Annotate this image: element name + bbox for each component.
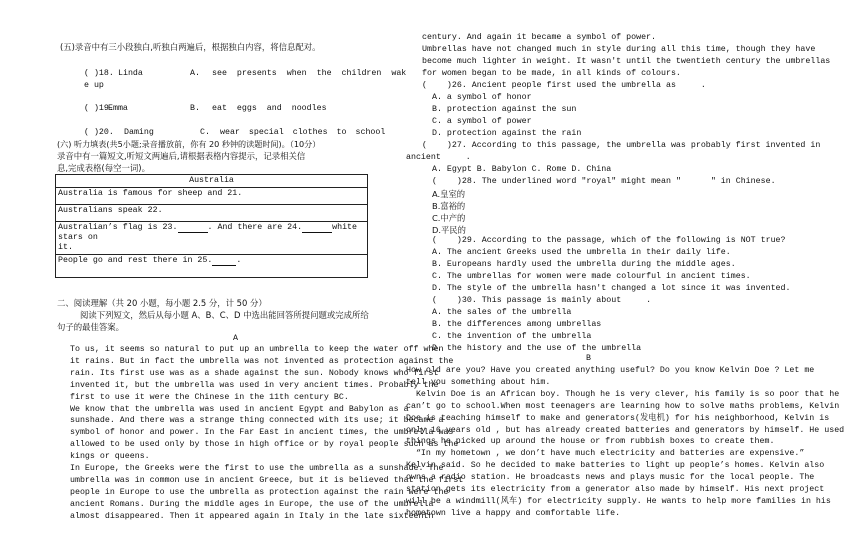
part2-instruction-1: 阅读下列短文，然后从每小题 A、B、C、D 中选出能回答所提问题或完成所给 bbox=[80, 310, 369, 320]
match-num-19: ( )19. bbox=[84, 104, 114, 113]
option-item: A.皇室的 bbox=[432, 189, 466, 199]
option-item: C. the invention of the umbrella bbox=[432, 331, 592, 341]
passage-line: only 16 years old , but has already created batteries and generators by himself. He used bbox=[406, 425, 844, 435]
row-21-text: Australia is famous for sheep and 21. bbox=[58, 189, 243, 198]
australia-table bbox=[55, 174, 368, 278]
passage-line: umbrella was in common use in ancient Greece, but it is believed that the first bbox=[70, 475, 464, 485]
part2-title: 二、阅读理解（共 20 小题，每小题 2.5 分，计 50 分） bbox=[57, 298, 267, 308]
passage-line: owns a radio station. He broadcasts news and plays music for the local people. The bbox=[406, 473, 815, 483]
option-item: D. The style of the umbrella hasn't changed a lot since it was invented. bbox=[432, 283, 791, 293]
option-item: A. the sales of the umbrella bbox=[432, 308, 572, 317]
question-26: ( )26. Ancient people first used the umbrella as . bbox=[422, 81, 706, 90]
passage-line: for women began to be made, in all kinds of colours. bbox=[422, 68, 681, 78]
passage-line: kings or queens. bbox=[70, 452, 150, 462]
table-row bbox=[56, 188, 368, 205]
passage-line: We know that the umbrella was used in ancient Egypt and Babylon as a bbox=[70, 404, 409, 414]
row-23-text: Australian’s flag is 23. bbox=[58, 223, 178, 232]
passage-line: tell you something about him. bbox=[406, 377, 551, 387]
blank-23[interactable] bbox=[178, 224, 208, 233]
question-27: ( )27. According to this passage, the umbrella was probably first invented in bbox=[422, 141, 821, 150]
passage-line: ancient Romans. During the middle ages in Europe, the use of the umbrella bbox=[70, 499, 434, 509]
blank-25[interactable] bbox=[212, 257, 236, 266]
passage-line: invented it, but the umbrella was used in very ancient times. Probably the bbox=[70, 380, 439, 390]
option-item: C. The umbrellas for women were made colourful in ancient times. bbox=[432, 271, 751, 281]
passage-line: first to use it were the Chinese in the 11th century BC. bbox=[70, 392, 349, 402]
table-row bbox=[56, 222, 368, 255]
passage-line: Umbrellas have not changed much in style during all this time, though they have bbox=[422, 44, 816, 54]
match-num-20: ( )20. bbox=[84, 128, 114, 137]
passage-line: become much lighter in weight. It wasn't until the twentieth century the umbrellas bbox=[422, 56, 831, 66]
option-item: D. protection against the rain bbox=[432, 128, 582, 138]
blank-24[interactable] bbox=[302, 224, 332, 233]
passage-line: it rains. But in fact the umbrella was not invented as protection against the bbox=[70, 356, 454, 366]
passage-line: Kelvin Doe is an African boy. Though he is very clever, his family is so poor that he bbox=[406, 389, 840, 399]
match-letter-a: A. bbox=[190, 69, 200, 78]
match-letter-c: C. bbox=[200, 128, 210, 137]
match-option-b: eat eggs and noodles bbox=[212, 104, 327, 113]
passage-b-letter: B bbox=[586, 354, 591, 363]
passage-line: station gets its electricity from a generator also made by himself. His next project bbox=[406, 485, 825, 494]
option-item: C.中产的 bbox=[432, 212, 466, 223]
option-item: A. a symbol of honor bbox=[432, 93, 532, 102]
match-name-emma: Emma bbox=[108, 104, 128, 113]
row-24-text: . And there are 24. bbox=[207, 223, 303, 232]
question-29: ( )29. According to the passage, which of the following is NOT true? bbox=[432, 236, 786, 245]
table-row bbox=[56, 255, 368, 278]
section6-title: (六) 听力填表(共5小题;录音播放前，你有 20 秒钟的读题时间)。（10分） bbox=[57, 139, 321, 149]
passage-line: people in Europe to use the umbrella as protection against the rain were the bbox=[70, 487, 449, 497]
passage-line: things he picked up around the house or from rubbish boxes to create them. bbox=[406, 437, 775, 447]
passage-line: allowed to be used only by those in high office or by royal people such as the bbox=[70, 440, 459, 450]
section5-title: (五)录音中有三小段独白,听独白两遍后，根据独白内容，将信息配对。 bbox=[60, 42, 321, 52]
option-item: D. the history and the use of the umbrella bbox=[432, 343, 642, 353]
passage-line: century. And again it became a symbol of power. bbox=[422, 33, 657, 42]
passage-line: symbol of honor and power. In the Far East in ancient times, the umbrella was bbox=[70, 428, 454, 438]
passage-line: can’t go to school.When most teenagers are learning how to solve maths problems, Kelvin bbox=[406, 401, 840, 411]
option-item: C. a symbol of power bbox=[432, 116, 532, 126]
part2-instruction-2: 句子的最佳答案。 bbox=[57, 322, 124, 332]
match-letter-b: B. bbox=[190, 104, 200, 113]
row-24-cont: white stars on bbox=[58, 223, 358, 242]
passage-line: will be a windmill(风车) for electricity supply. He wants to help more families in his bbox=[406, 496, 831, 506]
match-option-a: see presents when the children wak bbox=[212, 69, 407, 78]
passage-a-letter: A bbox=[233, 334, 238, 343]
match-option-c: wear special clothes to school bbox=[220, 128, 386, 137]
passage-line: To us, it seems so natural to put up an umbrella to keep the water off when bbox=[70, 345, 444, 354]
table-row bbox=[56, 205, 368, 222]
passage-line: sunshade. And there was a strange thing connected with its use; it became a bbox=[70, 416, 444, 426]
match-name-daming: Daming bbox=[124, 128, 154, 137]
row-24-end: it. bbox=[58, 243, 73, 252]
row-25-text: People go and rest there in 25. bbox=[58, 256, 213, 265]
question-30: ( )30. This passage is mainly about . bbox=[432, 296, 652, 305]
section6-instruction-1: 录音中有一篇短文,听短文两遍后,请根据表格内容提示，记录相关信 bbox=[57, 151, 306, 161]
passage-line: In Europe, the Greeks were the first to use the umbrella as a sunshade. The bbox=[70, 464, 444, 473]
table-header: Australia bbox=[56, 175, 368, 188]
right-column bbox=[400, 0, 844, 560]
option-item: B. protection against the sun bbox=[432, 104, 577, 114]
passage-line: “In my hometown , we don’t have much electricity and batteries are expensive.” bbox=[406, 449, 805, 459]
passage-line: Doe is teaching himself to make and generators(发电机) for his neighborhood, Kelvin is bbox=[406, 413, 830, 423]
option-item: B.富裕的 bbox=[432, 200, 466, 211]
option-item: A. The ancient Greeks used the umbrella in their daily life. bbox=[432, 248, 731, 257]
section6-instruction-2: 息,完成表格(每空一词)。 bbox=[57, 163, 150, 173]
option-item: B. Europeans hardly used the umbrella during the middle ages. bbox=[432, 259, 736, 269]
passage-line: Kelvin said. So he decided to make batteries to light up people’s homes. Kelvin also bbox=[406, 461, 825, 471]
question-27-options: A. Egypt B. Babylon C. Rome D. China bbox=[432, 165, 612, 174]
passage-line: hometown live a happy and comfortable life. bbox=[406, 508, 621, 518]
match-option-a-cont: e up bbox=[84, 81, 104, 90]
passage-line: almost disappeared. Then it appeared again in Italy in the late sixteenth bbox=[70, 511, 434, 521]
passage-line: How old are you? Have you created anything useful? Do you know Kelvin Doe ? Let me bbox=[406, 366, 815, 375]
question-27-cont: ancient . bbox=[406, 153, 471, 162]
option-item: B. the differences among umbrellas bbox=[432, 319, 602, 329]
option-item: D.平民的 bbox=[432, 224, 466, 235]
question-28: ( )28. The underlined word "royal" might mean " " in Chinese. bbox=[432, 177, 776, 186]
passage-line: rain. Its first use was as a shade against the sun. Nobody knows who first bbox=[70, 368, 439, 378]
row-25-end: . bbox=[236, 256, 242, 265]
row-22-text: Australians speak 22. bbox=[58, 206, 163, 215]
match-num-18: ( )18. bbox=[84, 69, 114, 78]
match-name-linda: Linda bbox=[118, 69, 143, 78]
